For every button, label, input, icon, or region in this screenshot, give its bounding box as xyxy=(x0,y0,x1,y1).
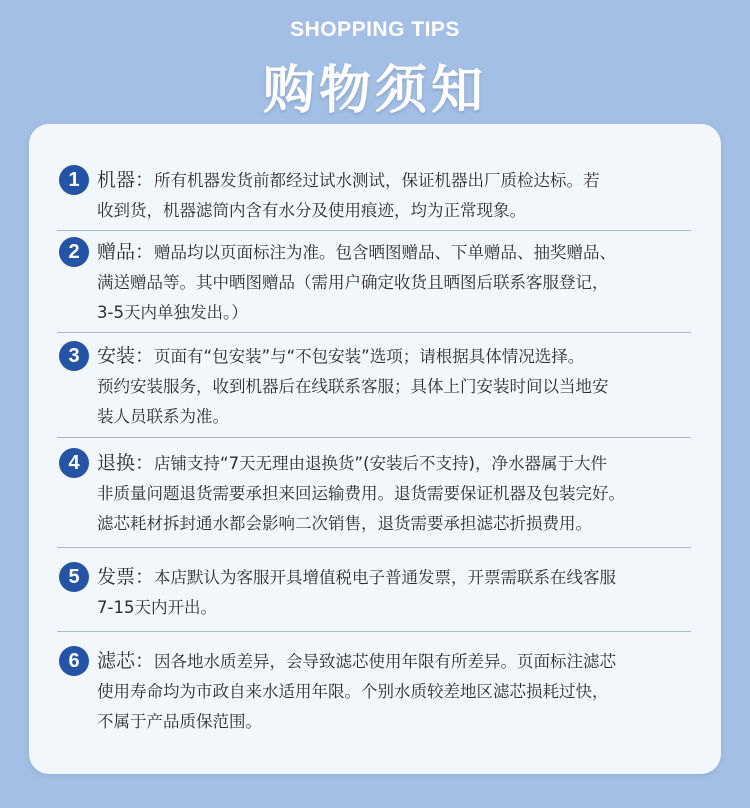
tip-line: 所有机器发货前都经过试水测试，保证机器出厂质检达标。若 xyxy=(154,171,600,190)
tip-line: 收到货，机器滤筒内含有水分及使用痕迹，均为正常现象。 xyxy=(97,201,526,220)
tip-label: 滤芯： xyxy=(97,650,155,672)
tips-card xyxy=(29,124,721,774)
tip-line: 本店默认为客服开具增值税电子普通发票，开票需联系在线客服 xyxy=(154,568,617,587)
tip-line: 店铺支持“7天无理由退换货”(安装后不支持)，净水器属于大件 xyxy=(154,454,607,473)
tip-label: 发票： xyxy=(97,566,155,588)
tip-line: 非质量问题退货需要承担来回运输费用。退货需要保证机器及包装完好。 xyxy=(97,484,625,503)
page-title: 购物须知 xyxy=(262,61,487,121)
tip-label: 安装： xyxy=(97,345,155,367)
tip-line: 因各地水质差异，会导致滤芯使用年限有所差异。页面标注滤芯 xyxy=(154,652,617,671)
tip-label: 机器： xyxy=(97,169,155,191)
tip-line: 3-5天内单独发出。） xyxy=(97,303,248,322)
tip-text xyxy=(97,562,686,623)
number-badge: 6 xyxy=(59,646,89,676)
number-badge: 2 xyxy=(59,237,89,267)
tip-text xyxy=(97,646,686,737)
tip-text xyxy=(97,341,686,432)
tip-line: 滤芯耗材拆封通水都会影响二次销售，退货需要承担滤芯折损费用。 xyxy=(97,514,592,533)
divider xyxy=(57,631,691,632)
tip-text xyxy=(97,237,686,328)
tip-label: 退换： xyxy=(97,452,155,474)
tip-line: 不属于产品质保范围。 xyxy=(97,712,262,731)
tip-label: 赠品： xyxy=(97,241,155,263)
tip-line: 装人员联系为准。 xyxy=(97,407,229,426)
tip-text xyxy=(97,165,686,226)
tip-line: 页面有“包安装”与“不包安装”选项；请根据具体情况选择。 xyxy=(154,347,585,366)
tip-line: 满送赠品等。其中晒图赠品（需用户确定收货且晒图后联系客服登记， xyxy=(97,273,609,292)
divider xyxy=(57,332,691,333)
tip-text xyxy=(97,448,686,539)
number-badge: 5 xyxy=(59,562,89,592)
number-badge: 3 xyxy=(59,341,89,371)
divider xyxy=(57,547,691,548)
tip-line: 赠品均以页面标注为准。包含晒图赠品、下单赠品、抽奖赠品、 xyxy=(154,243,617,262)
tip-line: 使用寿命均为市政自来水适用年限。个别水质较差地区滤芯损耗过快， xyxy=(97,682,609,701)
tip-line: 预约安装服务，收到机器后在线联系客服；具体上门安装时间以当地安 xyxy=(97,377,609,396)
subtitle: SHOPPING TIPS xyxy=(290,18,460,41)
divider xyxy=(57,230,691,231)
tip-line: 7-15天内开出。 xyxy=(97,598,217,617)
number-badge: 1 xyxy=(59,165,89,195)
number-badge: 4 xyxy=(59,448,89,478)
header xyxy=(0,0,750,125)
divider xyxy=(57,437,691,438)
